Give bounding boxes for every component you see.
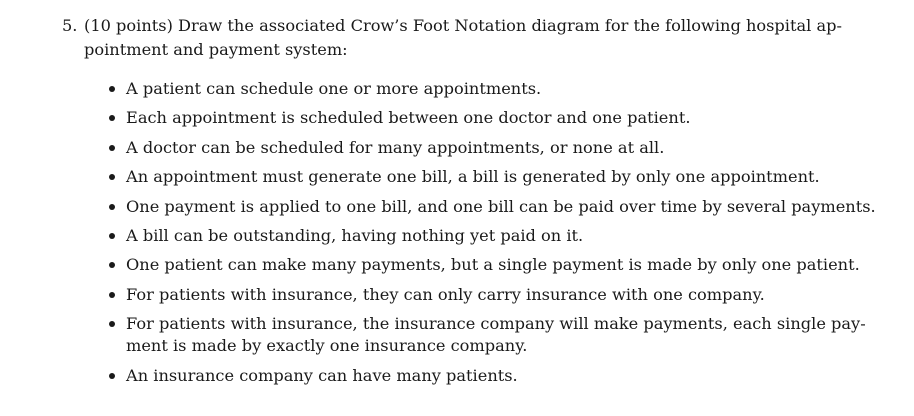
requirement-item [106,78,866,100]
question-prompt [84,14,852,62]
question-block [62,14,852,62]
bullet-dot-icon [106,254,126,276]
bullet-dot-icon [106,107,126,129]
requirement-text-line: One patient can make many payments, but a single payment is made by only one patient. [126,255,860,275]
bullet-dot-icon [106,78,126,100]
requirement-item [106,254,866,276]
bullet-dot-icon [106,365,126,387]
question-number: 5. [62,16,78,35]
bullet-dot-icon [106,166,126,188]
requirement-text-line: Each appointment is scheduled between one doctor and one patient. [126,108,691,128]
requirement-text [126,166,866,188]
question-prompt-line: pointment and payment system: [84,40,348,59]
requirement-text-line: A doctor can be scheduled for many appointments, or none at all. [126,137,665,157]
requirement-text [126,313,866,357]
requirement-text-line: An insurance company can have many patients. [126,365,518,385]
requirement-text [126,254,866,276]
requirement-text [126,137,866,159]
requirement-text [126,196,876,218]
question-header [62,14,852,62]
requirement-text-line: One payment is applied to one bill, and one bill can be paid over time by several payments. [126,196,876,216]
requirement-text-line: An appointment must generate one bill, a bill is generated by only one appointment. [126,167,820,187]
requirement-text-line: For patients with insurance, the insurance company will make payments, each single pay- [126,314,866,334]
requirement-item [106,313,866,357]
requirement-item [106,107,866,129]
question-prompt-line: (10 points) Draw the associated Crow’s Foot Notation diagram for the following hospital ap- [84,16,842,35]
requirement-item [106,137,866,159]
requirement-text [126,78,866,100]
bullet-dot-icon [106,313,126,357]
requirements-list [106,78,876,394]
requirement-text [126,225,866,247]
bullet-dot-icon [106,284,126,306]
requirement-text-line: ment is made by exactly one insurance company. [126,336,528,356]
bullet-dot-icon [106,196,126,218]
requirement-text [126,365,866,387]
requirement-text-line: For patients with insurance, they can only carry insurance with one company. [126,284,765,304]
requirement-item [106,284,866,306]
bullet-dot-icon [106,225,126,247]
requirement-text [126,284,866,306]
requirement-text-line: A patient can schedule one or more appointments. [126,79,542,98]
bullet-dot-icon [106,137,126,159]
requirement-item [106,166,866,188]
requirement-text [126,107,866,129]
requirement-item [106,196,876,218]
requirement-item [106,365,866,387]
requirement-item [106,225,866,247]
requirement-text-line: A bill can be outstanding, having nothing yet paid on it. [126,225,584,245]
